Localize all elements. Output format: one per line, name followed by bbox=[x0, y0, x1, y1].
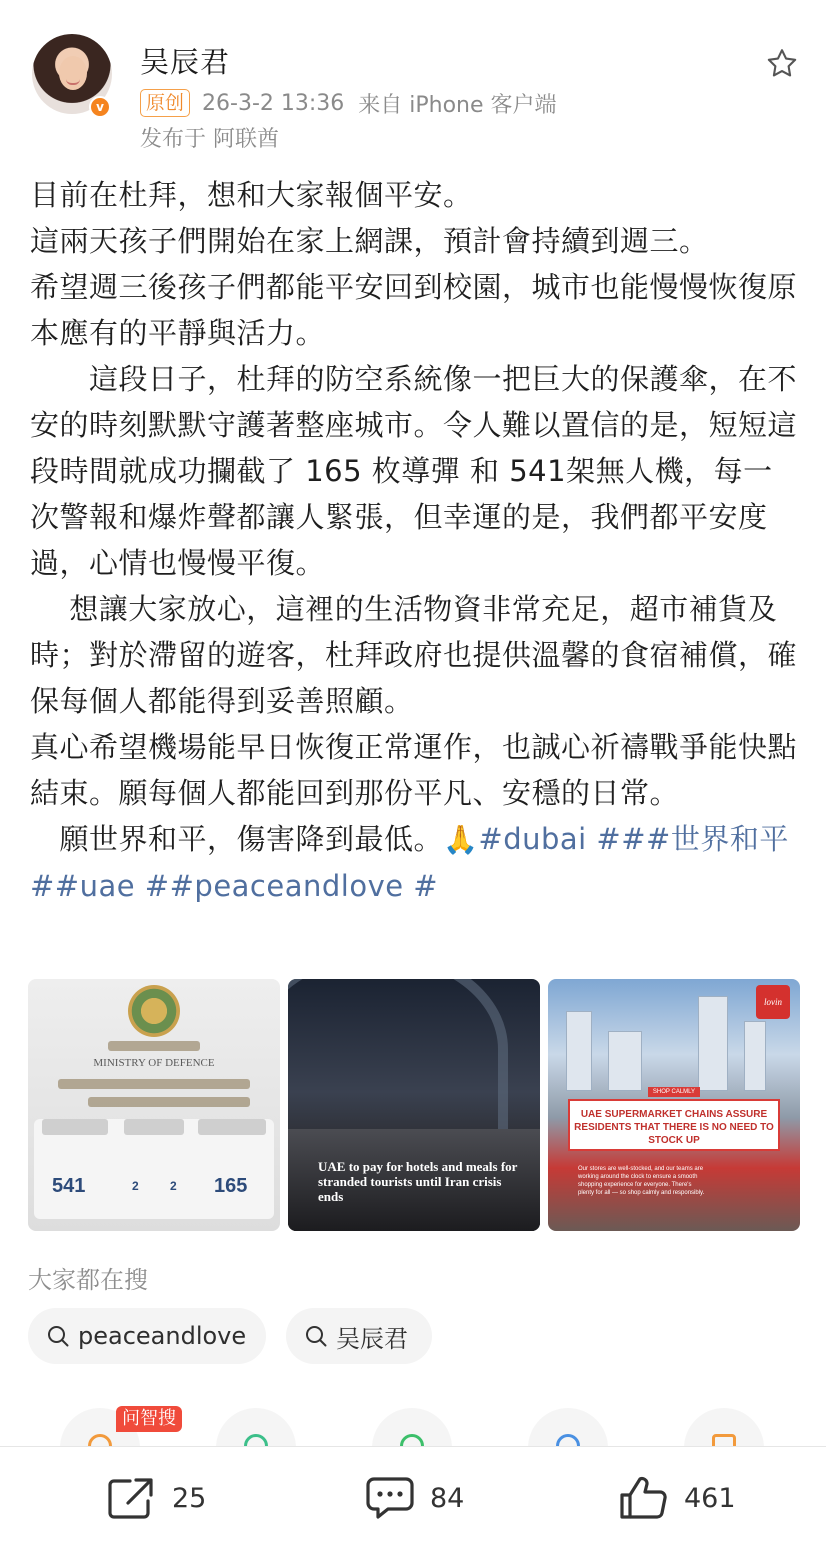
arabic-text-line bbox=[108, 1041, 200, 1051]
skyline-tower bbox=[566, 1011, 592, 1091]
post-image-airport[interactable] bbox=[288, 979, 540, 1231]
stat-cruise-1: 2 bbox=[132, 1179, 139, 1193]
comment-button[interactable] bbox=[364, 1475, 464, 1521]
shop-calmly-tag: SHOP CALMLY bbox=[648, 1087, 700, 1097]
search-section-title: 大家都在搜 bbox=[28, 1266, 148, 1294]
post-line: 這段日子，杜拜的防空系統像一把巨大的保護傘，在不安的時刻默默守護著整座城市。令人難以置信的是，短短這段時間就成功攔截了 165 枚導彈 和 541架無人機，每一次警報和爆炸聲都讓人緊張，但幸運的是，我們都平安度過，心情也慢慢平復。 bbox=[30, 362, 798, 580]
comment-icon bbox=[364, 1475, 416, 1521]
post-last-line bbox=[30, 816, 800, 909]
like-count: 461 bbox=[684, 1482, 736, 1514]
post-body bbox=[30, 172, 800, 909]
comment-count: 84 bbox=[430, 1482, 465, 1514]
stats-header bbox=[198, 1119, 266, 1135]
post-line: 這兩天孩子們開始在家上網課，預計會持續到週三。 bbox=[30, 224, 709, 258]
post-image-supermarket[interactable] bbox=[548, 979, 800, 1231]
search-chip-label: 吴辰君 bbox=[336, 1324, 408, 1353]
like-button[interactable] bbox=[618, 1475, 736, 1521]
post-line: 目前在杜拜，想和大家報個平安。 bbox=[30, 178, 473, 212]
bottom-action-bar bbox=[0, 1446, 826, 1546]
verified-badge-icon: v bbox=[89, 96, 111, 118]
search-icon bbox=[46, 1324, 70, 1348]
airport-caption: UAE to pay for hotels and meals for stranded tourists until Iran crisis ends bbox=[318, 1159, 518, 1204]
stat-drones: 541 bbox=[52, 1175, 86, 1197]
post-timestamp: 26-3-2 13:36 bbox=[202, 90, 345, 116]
search-chip-username[interactable] bbox=[286, 1308, 432, 1364]
favorite-star-icon[interactable] bbox=[764, 46, 800, 82]
post-line-prefix: 願世界和平，傷害降到最低。 bbox=[30, 822, 444, 856]
thumbs-up-icon bbox=[618, 1475, 670, 1521]
search-chip-label: peaceandlove bbox=[78, 1322, 247, 1350]
repost-count: 25 bbox=[172, 1482, 207, 1514]
repost-button[interactable] bbox=[106, 1475, 206, 1521]
arabic-text-line bbox=[88, 1097, 250, 1107]
arabic-text-line bbox=[58, 1079, 250, 1089]
airport-arch bbox=[288, 979, 508, 1149]
lovin-logo: lovin bbox=[756, 985, 790, 1019]
post-source: 来自 iPhone 客户端 bbox=[358, 92, 557, 118]
stats-header bbox=[124, 1119, 184, 1135]
stats-header bbox=[42, 1119, 108, 1135]
post-line: 真心希望機場能早日恢復正常運作，也誠心祈禱戰爭能快點結束。願每個人都能回到那份平凡、安穩的日常。 bbox=[30, 730, 798, 810]
ai-search-badge: 问智搜 bbox=[116, 1406, 182, 1432]
supermarket-body-text: Our stores are well-stocked, and our teams are working around the clock to ensure a smooth shopping experience for everyone. There's plenty for all — so shop calmly and responsibly. bbox=[578, 1166, 705, 1196]
pray-emoji-icon: 🙏 bbox=[443, 823, 479, 856]
ministry-english-title: MINISTRY OF DEFENCE bbox=[93, 1057, 215, 1069]
post-line: 希望週三後孩子們都能平安回到校園，城市也能慢慢恢復原本應有的平靜與活力。 bbox=[30, 270, 798, 350]
username[interactable]: 吴辰君 bbox=[140, 45, 231, 79]
post-location: 发布于 阿联酋 bbox=[140, 127, 279, 152]
original-badge: 原创 bbox=[140, 89, 190, 117]
post-meta bbox=[140, 88, 557, 118]
skyline-tower bbox=[608, 1031, 642, 1091]
supermarket-headline: UAE SUPERMARKET CHAINS ASSURE RESIDENTS THAT THERE IS NO NEED TO STOCK UP bbox=[568, 1099, 780, 1151]
repost-icon bbox=[106, 1475, 158, 1521]
stat-ballistic: 165 bbox=[214, 1175, 248, 1197]
stat-cruise-2: 2 bbox=[170, 1179, 177, 1193]
hashtags-link[interactable]: #dubai ###世界和平##uae ##peaceandlove # bbox=[30, 822, 789, 903]
search-chip-peaceandlove[interactable] bbox=[28, 1308, 266, 1364]
skyline-tower bbox=[744, 1021, 766, 1091]
skyline-tower bbox=[698, 996, 728, 1091]
ministry-emblem-icon bbox=[128, 985, 180, 1037]
search-icon bbox=[304, 1324, 328, 1348]
post-line: 想讓大家放心，這裡的生活物資非常充足，超市補貨及時；對於滯留的遊客，杜拜政府也提供溫馨的食宿補償，確保每個人都能得到妥善照顧。 bbox=[30, 592, 798, 718]
post-image-ministry-infographic[interactable] bbox=[28, 979, 280, 1231]
